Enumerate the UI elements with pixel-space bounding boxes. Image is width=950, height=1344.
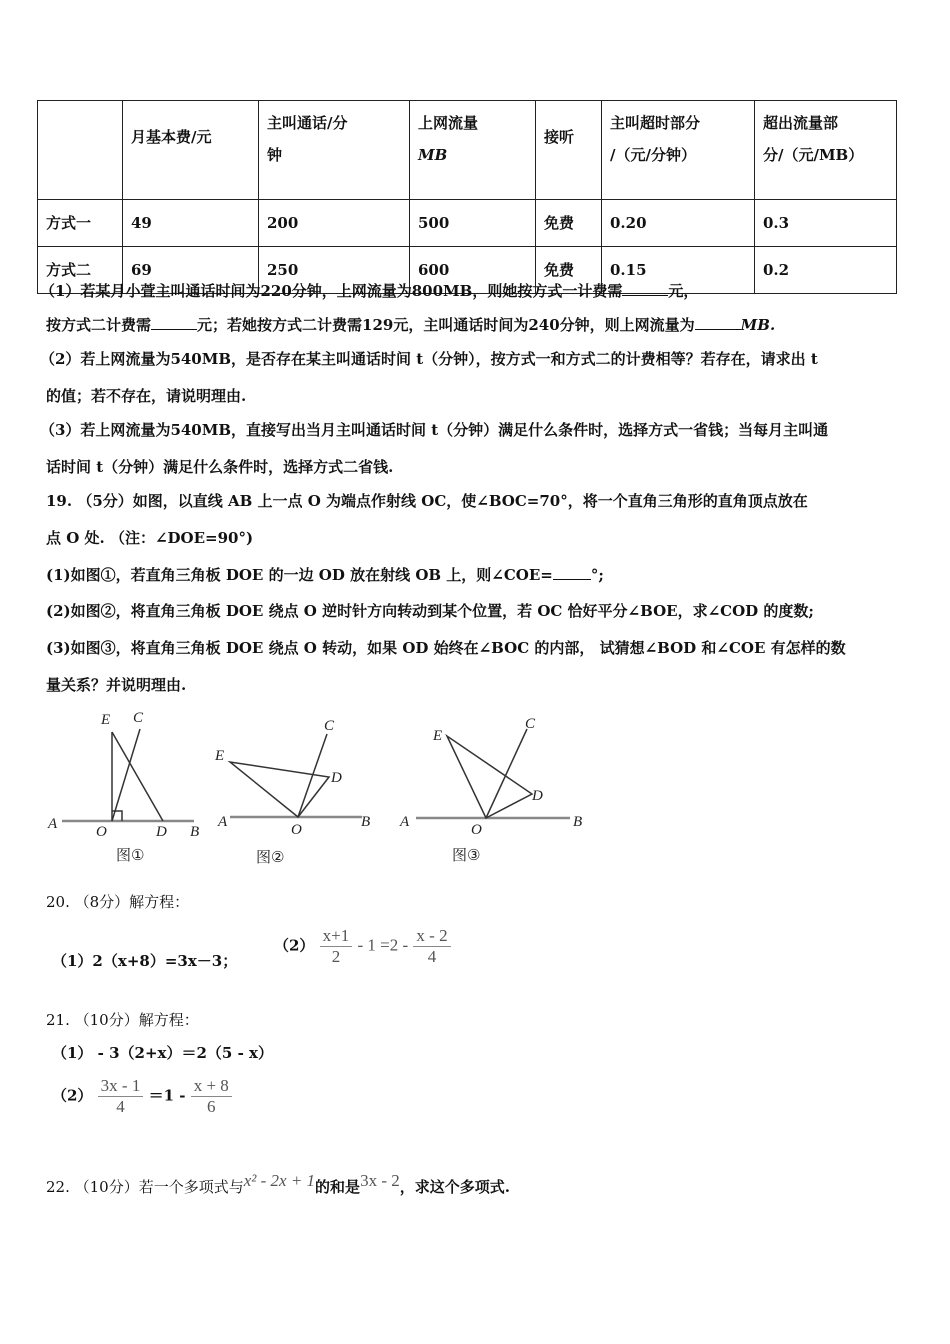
math-expression: x² - 2x + 1 xyxy=(243,1171,316,1190)
q19-part2: (2)如图②，将直角三角板 DOE 绕点 O 逆时针方向转动到某个位置，若 OC 恰好平分∠BOE，求∠COD 的度数; xyxy=(46,602,814,620)
q20-part1: （1）2（x+8）=3x－3； xyxy=(52,952,238,970)
header-text: 主叫超时部分 xyxy=(610,114,701,132)
cell: 免费 xyxy=(536,200,602,247)
header-text: 主叫通话/分 xyxy=(267,114,348,132)
q18-part3-line2: 话时间 t（分钟）满足什么条件时，选择方式二省钱. xyxy=(46,458,394,476)
text: 22. （10分）若一个多项式与 xyxy=(46,1178,244,1196)
q20-part2 xyxy=(274,926,451,967)
header-cell: 接听 xyxy=(536,101,602,200)
cell: 500 xyxy=(410,200,536,247)
q19-figures xyxy=(0,700,620,872)
cell: 0.2 xyxy=(755,247,897,294)
header-text: 上网流量 xyxy=(418,114,479,132)
figure-1 xyxy=(62,729,194,821)
cell: 0.15 xyxy=(602,247,755,294)
denominator: 4 xyxy=(116,1097,125,1116)
point-label: O xyxy=(96,824,107,840)
fraction xyxy=(191,1076,232,1117)
text: 元， xyxy=(668,282,699,300)
point-label: A xyxy=(400,814,410,830)
figure-caption: 图① xyxy=(116,846,145,864)
cell: 200 xyxy=(259,200,410,247)
point-label: C xyxy=(324,718,335,734)
q19-line1: 19. （5分）如图，以直线 AB 上一点 O 为端点作射线 OC，使∠BOC=70°，将一个直角三角形的直角顶点放在 xyxy=(46,492,808,510)
text: （1）若某月小萱主叫通话时间为220分钟，上网流量为800MB，则她按方式一计费需 xyxy=(40,282,623,300)
answer-blank xyxy=(553,565,591,580)
cell: 69 xyxy=(123,247,259,294)
cell: 方式二 xyxy=(38,247,123,294)
q21-part1: （1） - 3（2+x）＝2（5 - x） xyxy=(52,1044,273,1062)
denominator: 4 xyxy=(427,947,437,966)
text: 的和是 xyxy=(315,1178,361,1196)
figure-2 xyxy=(230,734,362,817)
header-cell: 月基本费/元 xyxy=(123,101,259,200)
label: （2） xyxy=(52,1086,93,1105)
q21-title: 21. （10分）解方程： xyxy=(46,1011,199,1029)
header-text: 钟 xyxy=(267,146,283,164)
fraction xyxy=(98,1076,144,1117)
point-label: D xyxy=(532,788,543,804)
header-text: 分/（元/MB） xyxy=(763,146,864,164)
fee-table xyxy=(37,100,897,294)
point-label: B xyxy=(573,814,583,830)
cell: 250 xyxy=(259,247,410,294)
text: (1)如图①，若直角三角板 DOE 的一边 OD 放在射线 OB 上，则∠COE= xyxy=(46,566,553,584)
cell: 方式一 xyxy=(38,200,123,247)
point-label: A xyxy=(218,814,228,830)
text: 按方式二计费需 xyxy=(46,316,152,334)
numerator: x + 8 xyxy=(191,1076,232,1097)
q19-part3: (3)如图③，将直角三角板 DOE 绕点 O 转动，如果 OD 始终在∠BOC 的内部， 试猜想∠BOD 和∠COE 有怎样的数 xyxy=(46,639,846,657)
table-row xyxy=(38,200,897,247)
q18-part2-line1: （2）若上网流量为540MB，是否存在某主叫通话时间 t（分钟），按方式一和方式二的计费相等？若存在，请求出 t xyxy=(40,350,818,368)
text: MB. xyxy=(740,316,776,334)
q19-part3-line2: 量关系？并说明理由. xyxy=(46,676,187,694)
answer-blank xyxy=(151,315,197,330)
point-label: E xyxy=(101,712,111,728)
q18-part3-line1: （3）若上网流量为540MB，直接写出当月主叫通话时间 t（分钟）满足什么条件时，选择方式一省钱；当每月主叫通 xyxy=(40,421,829,439)
point-label: A xyxy=(48,816,58,832)
q18-part1-line2 xyxy=(46,315,775,335)
q18-part1-line1 xyxy=(40,281,698,301)
cell: 600 xyxy=(410,247,536,294)
point-label: B xyxy=(190,824,200,840)
point-label: E xyxy=(433,728,443,744)
text: ，求这个多项式. xyxy=(399,1178,510,1196)
header-text: 超出流量部 xyxy=(763,114,839,132)
header-cell xyxy=(259,101,410,200)
answer-blank xyxy=(695,315,741,330)
text: °; xyxy=(590,566,604,584)
fraction xyxy=(413,926,450,967)
q19-line2: 点 O 处. （注：∠DOE=90°) xyxy=(46,529,254,547)
point-label: C xyxy=(525,716,536,732)
math-expression: 3x - 2 xyxy=(360,1171,400,1190)
q18-part2-line2: 的值；若不存在，请说明理由. xyxy=(46,387,247,405)
q20-title: 20. （8分）解方程： xyxy=(46,893,190,911)
point-label: E xyxy=(215,748,225,764)
figure-caption: 图② xyxy=(256,848,285,866)
point-label: O xyxy=(291,822,302,838)
cell: 免费 xyxy=(536,247,602,294)
figure-caption: 图③ xyxy=(452,846,481,864)
numerator: x+1 xyxy=(320,926,353,947)
denominator: 6 xyxy=(207,1097,216,1116)
header-cell xyxy=(38,101,123,200)
q22 xyxy=(46,1166,510,1202)
denominator: 2 xyxy=(331,947,341,966)
q19-part1 xyxy=(46,565,604,585)
label: （2） xyxy=(274,936,315,955)
q21-part2 xyxy=(52,1076,232,1117)
point-label: C xyxy=(133,710,144,726)
text: 元；若她按方式二计费需129元，主叫通话时间为240分钟，则上网流量为 xyxy=(197,316,695,334)
fraction xyxy=(320,926,353,967)
cell: 0.3 xyxy=(755,200,897,247)
answer-blank xyxy=(622,281,668,296)
header-cell xyxy=(602,101,755,200)
numerator: x - 2 xyxy=(413,926,450,947)
point-label: D xyxy=(156,824,167,840)
header-text: /（元/分钟） xyxy=(610,146,696,164)
header-cell xyxy=(755,101,897,200)
math-text: ＝1 - xyxy=(148,1086,186,1105)
cell: 0.20 xyxy=(602,200,755,247)
header-text: MB xyxy=(418,146,448,164)
math-text: - 1 =2 - xyxy=(357,935,409,955)
point-label: O xyxy=(471,822,482,838)
point-label: B xyxy=(361,814,371,830)
numerator: 3x - 1 xyxy=(98,1076,144,1097)
table-header-row xyxy=(38,101,897,200)
cell: 49 xyxy=(123,200,259,247)
point-label: D xyxy=(331,770,342,786)
header-cell xyxy=(410,101,536,200)
